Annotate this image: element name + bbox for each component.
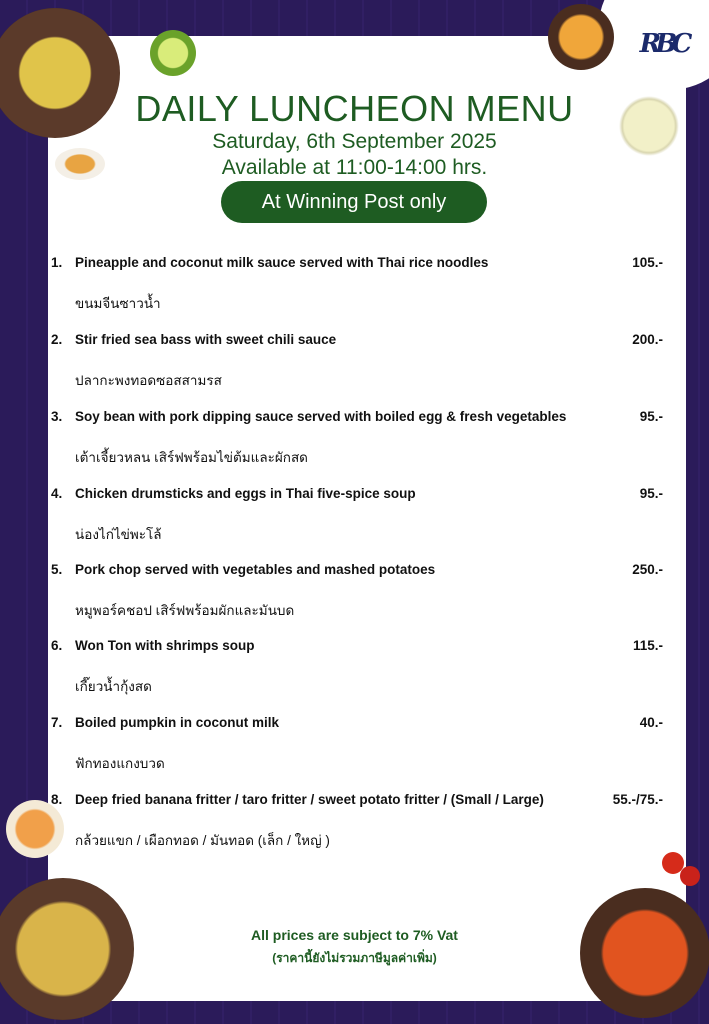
item-price: 115.- [632, 638, 663, 653]
chili-illustration-2 [680, 866, 700, 886]
item-price: 55.-/75.- [612, 792, 663, 807]
item-name-th: ขนมจีนซาวน้ำ [75, 296, 161, 311]
item-number: 2. [51, 332, 63, 347]
item-name-th: ปลากะพงทอดซอสสามรส [75, 373, 222, 388]
lime-slices-illustration [150, 30, 196, 76]
item-price: 95.- [639, 486, 663, 501]
item-name-th: ฟักทองแกงบวด [75, 756, 165, 771]
dessert-bowl-illustration [6, 800, 64, 858]
item-number: 6. [51, 638, 63, 653]
item-name-en: Chicken drumsticks and eggs in Thai five-spice soup [75, 486, 416, 501]
item-price: 105.- [632, 255, 663, 270]
item-number: 7. [51, 715, 63, 730]
item-name-th: เกี๊ยวน้ำกุ้งสด [75, 679, 152, 694]
item-price: 95.- [639, 409, 663, 424]
menu-title: DAILY LUNCHEON MENU [135, 88, 574, 129]
item-price: 200.- [632, 332, 663, 347]
item-name-en: Deep fried banana fritter / taro fritter / sweet potato fritter / (Small / Large) [75, 792, 544, 807]
item-number: 1. [51, 255, 63, 270]
item-name-th: หมูพอร์คชอป เสิร์ฟพร้อมผักและมันบด [75, 603, 295, 618]
fritter-bowl-illustration [548, 4, 614, 70]
item-name-en: Pineapple and coconut milk sauce served with Thai rice noodles [75, 255, 489, 270]
item-name-en: Boiled pumpkin in coconut milk [75, 715, 280, 730]
menu-hours: Available at 11:00-14:00 hrs. [221, 156, 488, 179]
item-number: 4. [51, 486, 63, 501]
vat-note-thai: (ราคานี้ยังไม่รวมภาษีมูลค่าเพิ่ม) [272, 951, 437, 965]
item-name-en: Soy bean with pork dipping sauce served with boiled egg & fresh vegetables [75, 409, 567, 424]
item-price: 250.- [632, 562, 663, 577]
item-name-th: กล้วยแขก / เผือกทอด / มันทอด (เล็ก / ใหญ่ ) [75, 833, 330, 848]
item-name-en: Stir fried sea bass with sweet chili sauce [75, 332, 337, 347]
vat-note: All prices are subject to 7% Vat [251, 927, 458, 943]
item-name-en: Pork chop served with vegetables and mashed potatoes [75, 562, 436, 577]
item-number: 5. [51, 562, 63, 577]
menu-date: Saturday, 6th September 2025 [212, 130, 497, 153]
item-number: 8. [51, 792, 63, 807]
item-name-en: Won Ton with shrimps soup [75, 638, 255, 653]
item-price: 40.- [639, 715, 663, 730]
club-logo: RBC [639, 29, 687, 59]
item-name-th: เต้าเจี้ยวหลน เสิร์ฟพร้อมไข่ต้มและผักสด [75, 450, 308, 465]
item-name-th: น่องไก่ไข่พะโล้ [75, 527, 162, 542]
item-number: 3. [51, 409, 63, 424]
location-badge: At Winning Post only [221, 181, 487, 223]
